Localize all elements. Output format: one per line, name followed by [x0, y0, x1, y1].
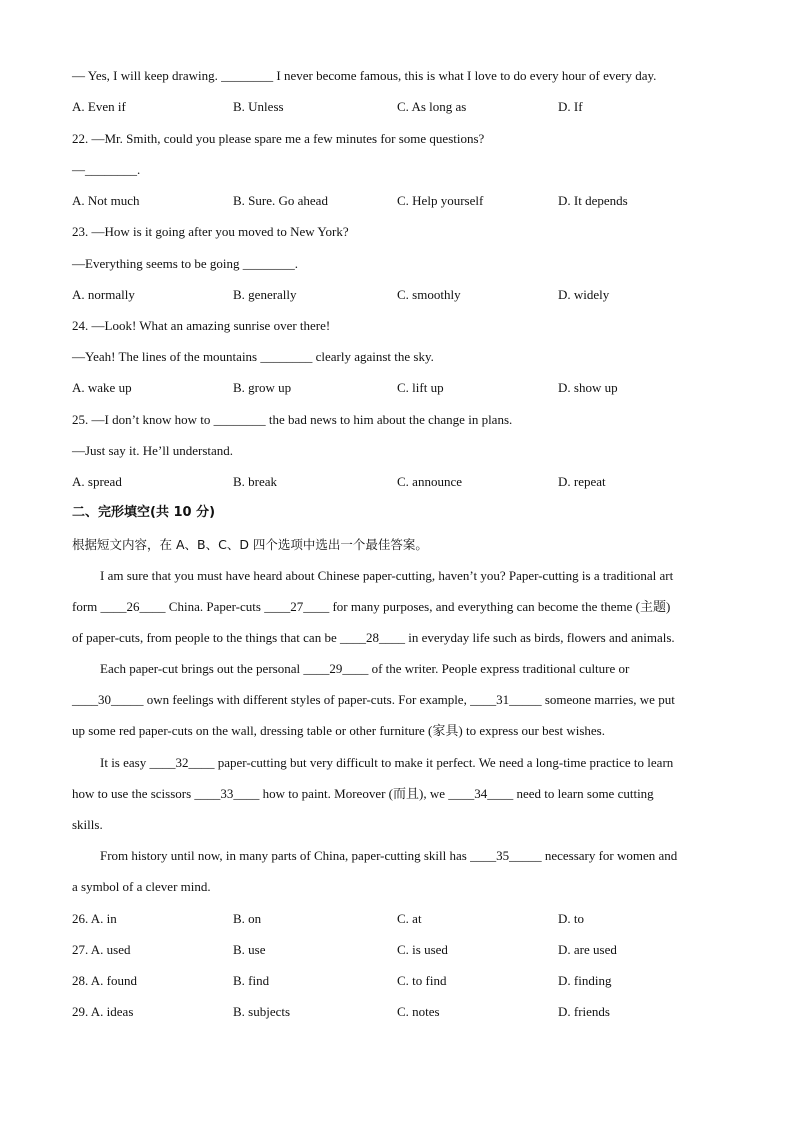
question-23: 23. —How is it going after you moved to New York?: [72, 224, 349, 239]
passage-p2-line3: up some red paper-cuts on the wall, dressing table or other furniture (家具) to express our best wishes.: [72, 723, 605, 738]
q29-option-c: C. notes: [397, 1004, 440, 1019]
question-21-answer-line: — Yes, I will keep drawing. ________ I never become famous, this is what I love to do every hour of every day.: [72, 68, 657, 83]
q27-option-c: C. is used: [397, 942, 448, 957]
q25-option-a: A. spread: [72, 474, 122, 489]
text-segment: of paper-cuts, from people to the things that can be: [72, 630, 340, 645]
q26-option-c: C. at: [397, 911, 422, 926]
question-23-response: —Everything seems to be going ________.: [72, 256, 299, 271]
blank-34: ____34____: [448, 786, 514, 801]
q25-option-b: B. break: [233, 474, 278, 489]
q21-option-a: A. Even if: [72, 99, 126, 114]
blank-28: ____28____: [339, 630, 405, 645]
q22-option-b: B. Sure. Go ahead: [233, 193, 328, 208]
q29-option-a: 29. A. ideas: [72, 1004, 134, 1019]
q29-option-d: D. friends: [558, 1004, 610, 1019]
q22-option-a: A. Not much: [72, 193, 140, 208]
text-segment: need to learn some cutting: [513, 786, 654, 801]
section-2-title: 二、完形填空(共 10 分): [72, 505, 216, 520]
text-segment: someone marries, we put: [541, 692, 675, 707]
q26-option-a: 26. A. in: [72, 911, 117, 926]
q23-option-a: A. normally: [72, 287, 135, 302]
text-segment: how to use the scissors: [72, 786, 195, 801]
q24-option-b: B. grow up: [233, 380, 292, 395]
question-22-response: —________.: [72, 162, 141, 177]
section-2-instruction: 根据短文内容，在 A、B、C、D 四个选项中选出一个最佳答案。: [72, 537, 428, 552]
passage-p4-line2: a symbol of a clever mind.: [72, 879, 211, 894]
passage-p1-line2: [72, 599, 670, 615]
passage-p3-line1: [100, 755, 673, 771]
passage-p1-line3: [72, 630, 675, 646]
question-24: 24. —Look! What an amazing sunrise over there!: [72, 318, 331, 333]
q26-option-d: D. to: [558, 911, 584, 926]
blank-29: ____29____: [303, 661, 369, 676]
text-segment: Each paper-cut brings out the personal: [100, 661, 304, 676]
text-segment: own feelings with different styles of paper-cuts. For example,: [143, 692, 471, 707]
text-segment: of the writer. People express traditional culture or: [368, 661, 630, 676]
q23-option-d: D. widely: [558, 287, 610, 302]
q28-option-b: B. find: [233, 973, 270, 988]
passage-p4-line1: [100, 848, 677, 864]
passage-p2-line2: [72, 692, 675, 708]
q22-option-d: D. It depends: [558, 193, 628, 208]
text-segment: in everyday life such as birds, flowers and animals.: [404, 630, 675, 645]
blank-35: ____35_____: [470, 848, 542, 863]
text-segment: how to paint. Moreover (而且), we: [259, 786, 449, 801]
question-24-response: —Yeah! The lines of the mountains ________ clearly against the sky.: [72, 349, 434, 364]
q21-option-b: B. Unless: [233, 99, 284, 114]
blank-31: ____31_____: [470, 692, 542, 707]
q28-option-d: D. finding: [558, 973, 612, 988]
q25-option-d: D. repeat: [558, 474, 606, 489]
blank-26: ____26____: [100, 599, 166, 614]
q27-option-d: D. are used: [558, 942, 617, 957]
text-segment: necessary for women and: [541, 848, 678, 863]
q25-option-c: C. announce: [397, 474, 462, 489]
question-25: 25. —I don’t know how to ________ the bad news to him about the change in plans.: [72, 412, 513, 427]
q24-option-c: C. lift up: [397, 380, 444, 395]
passage-p2-line1: [100, 661, 629, 677]
text-segment: form: [72, 599, 101, 614]
q27-option-a: 27. A. used: [72, 942, 131, 957]
q28-option-a: 28. A. found: [72, 973, 137, 988]
q27-option-b: B. use: [233, 942, 266, 957]
text-segment: China. Paper-cuts: [165, 599, 265, 614]
passage-p3-line3: skills.: [72, 817, 103, 832]
text-segment: for many purposes, and everything can become the theme (主题): [329, 599, 671, 614]
question-22: 22. —Mr. Smith, could you please spare me a few minutes for some questions?: [72, 131, 485, 146]
passage-p3-line2: [72, 786, 654, 802]
text-segment: From history until now, in many parts of China, paper-cutting skill has: [100, 848, 471, 863]
passage-p1-line1: I am sure that you must have heard about Chinese paper-cutting, haven’t you? Paper-cutting is a traditional art: [100, 568, 674, 583]
blank-27: ____27____: [264, 599, 330, 614]
question-25-response: —Just say it. He’ll understand.: [72, 443, 234, 458]
q29-option-b: B. subjects: [233, 1004, 291, 1019]
text-segment: It is easy: [100, 755, 150, 770]
blank-33: ____33____: [194, 786, 260, 801]
q23-option-b: B. generally: [233, 287, 297, 302]
q24-option-a: A. wake up: [72, 380, 132, 395]
q21-option-c: C. As long as: [397, 99, 467, 114]
q21-option-d: D. If: [558, 99, 583, 114]
q28-option-c: C. to find: [397, 973, 447, 988]
text-segment: paper-cutting but very difficult to make it perfect. We need a long-time practice to learn: [214, 755, 674, 770]
q23-option-c: C. smoothly: [397, 287, 461, 302]
blank-32: ____32____: [149, 755, 215, 770]
q26-option-b: B. on: [233, 911, 262, 926]
q24-option-d: D. show up: [558, 380, 618, 395]
q22-option-c: C. Help yourself: [397, 193, 484, 208]
blank-30: ____30_____: [72, 692, 144, 707]
